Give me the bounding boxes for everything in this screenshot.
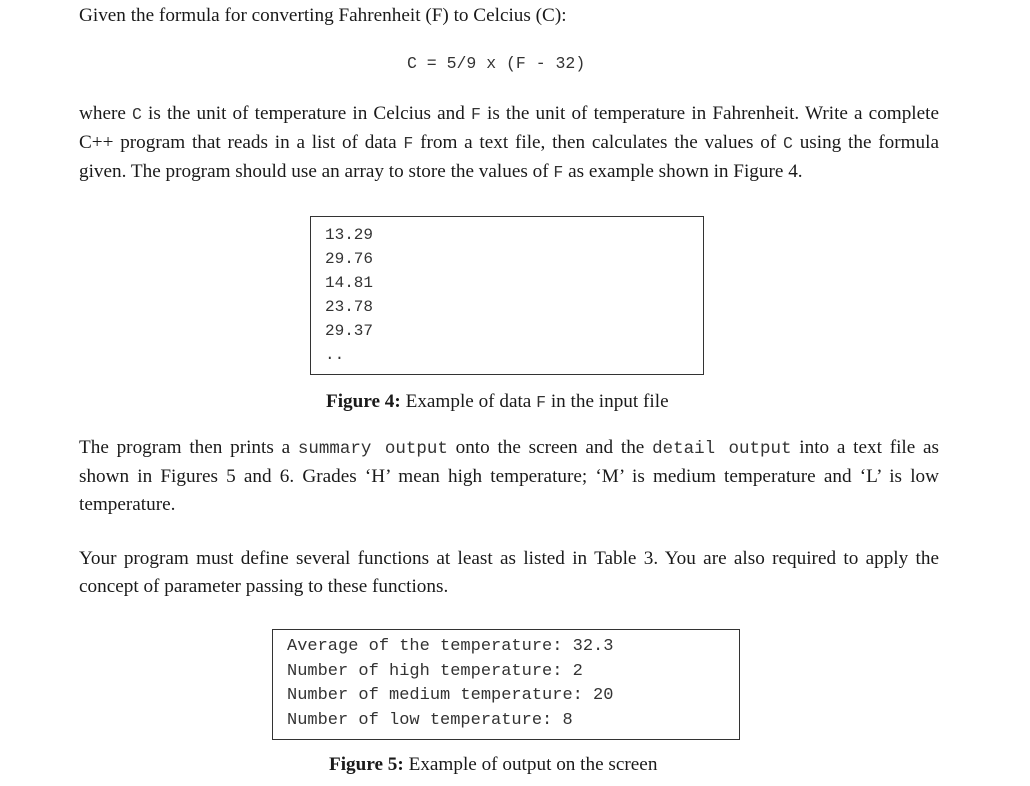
paragraph-functions-requirement: Your program must define several functions at least as listed in Table 3. You are also required to apply the concept of parameter passing to these functions.	[79, 548, 939, 597]
paragraph-task-description: where C is the unit of temperature in Celcius and F is the unit of temperature in Fahrenheit. Write a complete C++ program that reads in a list of data F from a text file, then calculates the values of C using the formula given. The program should use an array to store the values of F as example shown in Figure 4.	[79, 103, 940, 182]
output-line-high: Number of high temperature: 2	[287, 661, 583, 681]
figure-5-caption: Figure 5: Example of output on the screen	[329, 754, 658, 775]
data-value: 29.76	[325, 250, 374, 268]
output-line-low: Number of low temperature: 8	[287, 710, 573, 730]
data-value: 14.81	[325, 274, 374, 292]
intro-text: Given the formula for converting Fahrenheit (F) to Celcius (C):	[79, 5, 567, 26]
data-value: 13.29	[325, 226, 374, 244]
data-ellipsis: ..	[325, 346, 345, 364]
data-value: 29.37	[325, 322, 374, 340]
data-value: 23.78	[325, 298, 374, 316]
figure-4-caption: Figure 4: Example of data F in the input file	[326, 391, 669, 412]
figure-4-data-box	[310, 216, 704, 375]
figure-5-output-box	[272, 629, 740, 740]
formula: C = 5/9 x (F - 32)	[407, 54, 586, 73]
paragraph-output-description: The program then prints a summary output onto the screen and the detail output into a text file as shown in Figures 5 and 6. Grades ‘H’ mean high temperature; ‘M’ is medium temperature and ‘L’ is low temperature.	[79, 437, 939, 515]
output-line-medium: Number of medium temperature: 20	[287, 686, 614, 705]
output-line-average: Average of the temperature: 32.3	[287, 637, 614, 656]
